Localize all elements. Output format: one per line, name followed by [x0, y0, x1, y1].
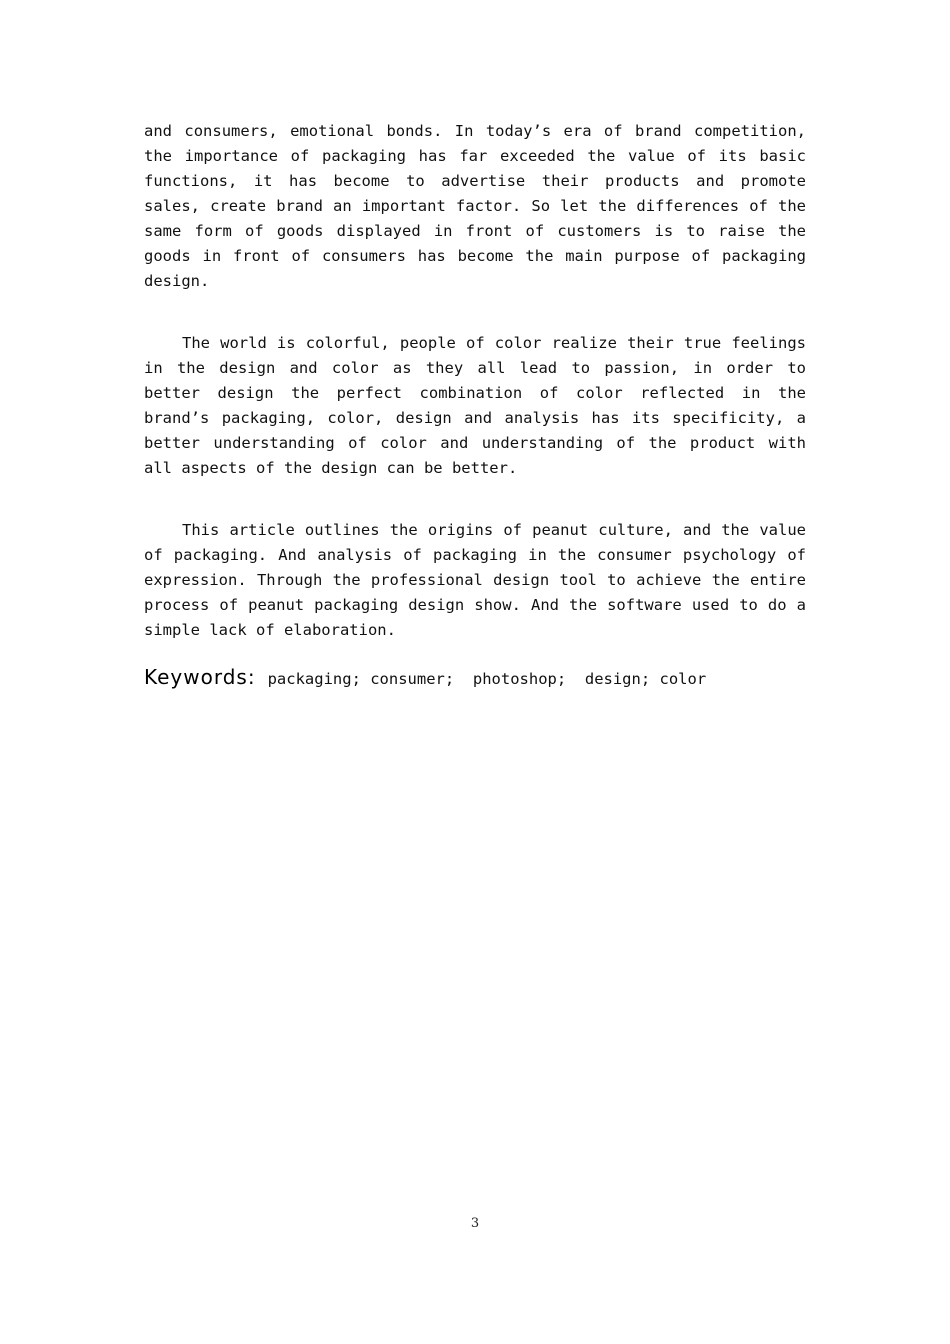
page-number: 3: [470, 1216, 480, 1231]
paragraph-text: This article outlines the origins of peanut culture, and the value of packaging. And analysis of packaging in the consumer psychology of expression. Through the professional design tool to achieve the entire process of peanut packaging design show. And the software used to do a simple lack of elaboration.: [144, 521, 806, 639]
paragraph-text: and consumers, emotional bonds. In today’s era of brand competition, the importance of packaging has far exceeded the value of its basic functions, it has become to advertise their products and promote sales, create brand an important factor. So let the differences of the same form of goods displayed in front of customers is to raise the goods in front of consumers has become the main purpose of packaging design.: [144, 122, 806, 290]
keywords-line: [144, 665, 806, 689]
abstract-paragraph-outline: [144, 518, 806, 643]
abstract-paragraph-color: [144, 331, 806, 481]
keywords-value: packaging; consumer; photoshop; design; color: [267, 670, 707, 688]
paragraph-text: The world is colorful, people of color realize their true feelings in the design and color as they all lead to passion, in order to better design the perfect combination of color reflected in the brand’s packaging, color, design and analysis has its specificity, a better understanding of color and understanding of the product with all aspects of the design can be better.: [144, 334, 806, 477]
abstract-paragraph-continued: [144, 119, 806, 294]
keywords-label: Keywords:: [144, 665, 256, 689]
